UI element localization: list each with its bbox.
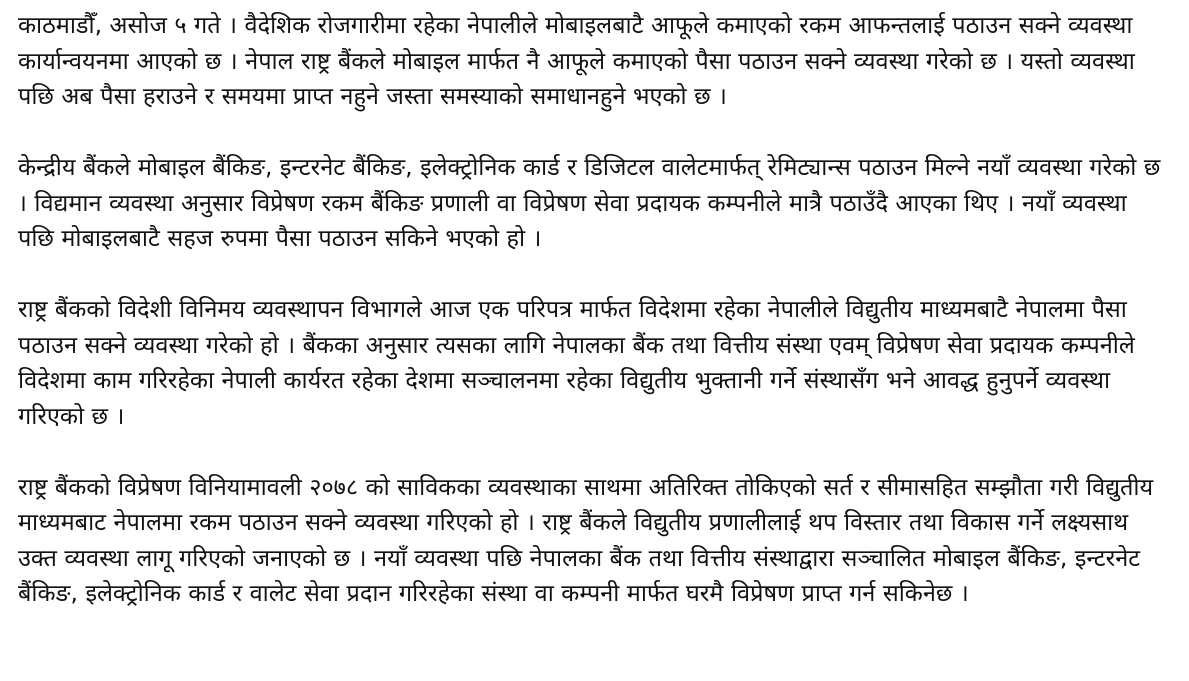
- article-paragraph-4: राष्ट्र बैंकको विप्रेषण विनियामावली २०७८ को साविकका व्यवस्थाका साथमा अतिरिक्त तोकिएको सर्त र सीमासहित सम्झौता गरी विद्युतीय माध्यमबाट नेपालमा रकम पठाउन सक्ने व्यवस्था गरिएको हो । राष्ट्र बैंकले विद्युतीय प्रणालीलाई थप विस्तार तथा विकास गर्ने लक्ष्यसाथ उक्त व्यवस्था लागू गरिएको जनाएको छ । नयाँ व्यवस्था पछि नेपालका बैंक तथा वित्तीय संस्थाद्वारा सञ्चालित मोबाइल बैंकिङ, इन्टरनेट बैंकिङ, इलेक्ट्रोनिक कार्ड र वालेट सेवा प्रदान गरिरहेका संस्था वा कम्पनी मार्फत घरमै विप्रेषण प्राप्त गर्न सकिनेछ ।: [18, 472, 1154, 607]
- article-paragraph-2: केन्द्रीय बैंकले मोबाइल बैंकिङ, इन्टरनेट बैंकिङ, इलेक्ट्रोनिक कार्ड र डिजिटल वालेटमार्फत् रेमिट्यान्स पठाउन मिल्ने नयाँ व्यवस्था गरेको छ । विद्यमान व्यवस्था अनुसार विप्रेषण रकम बैंकिङ प्रणाली वा विप्रेषण सेवा प्रदायक कम्पनीले मात्रै पठाउँदै आएका थिए । नयाँ व्यवस्था पछि मोबाइलबाटै सहज रुपमा पैसा पठाउन सकिने भएको हो ।: [18, 153, 1161, 252]
- article-paragraph-3: राष्ट्र बैंकको विदेशी विनिमय व्यवस्थापन विभागले आज एक परिपत्र मार्फत विदेशमा रहेका नेपालीले विद्युतीय माध्यमबाटै नेपालमा पैसा पठाउन सक्ने व्यवस्था गरेको हो । बैंकका अनुसार त्यसका लागि नेपालका बैंक तथा वित्तीय संस्था एवम् विप्रेषण सेवा प्रदायक कम्पनीले विदेशमा काम गरिरहेका नेपाली कार्यरत रहेका देशमा सञ्चालनमा रहेका विद्युतीय भुक्तानी गर्ने संस्थासँग भने आवद्ध हुनुपर्ने व्यवस्था गरिएको छ ।: [18, 295, 1135, 430]
- article-paragraph-1: काठमाडौँ, असोज ५ गते । वैदेशिक रोजगारीमा रहेका नेपालीले मोबाइलबाटै आफूले कमाएको रकम आफन्तलाई पठाउन सक्ने व्यवस्था कार्यान्वयनमा आएको छ । नेपाल राष्ट्र बैंकले मोबाइल मार्फत नै आफूले कमाएको पैसा पठाउन सक्ने व्यवस्था गरेको छ । यस्तो व्यवस्था पछि अब पैसा हराउने र समयमा प्राप्त नहुने जस्ता समस्याको समाधानहुने भएको छ ।: [18, 11, 1135, 110]
